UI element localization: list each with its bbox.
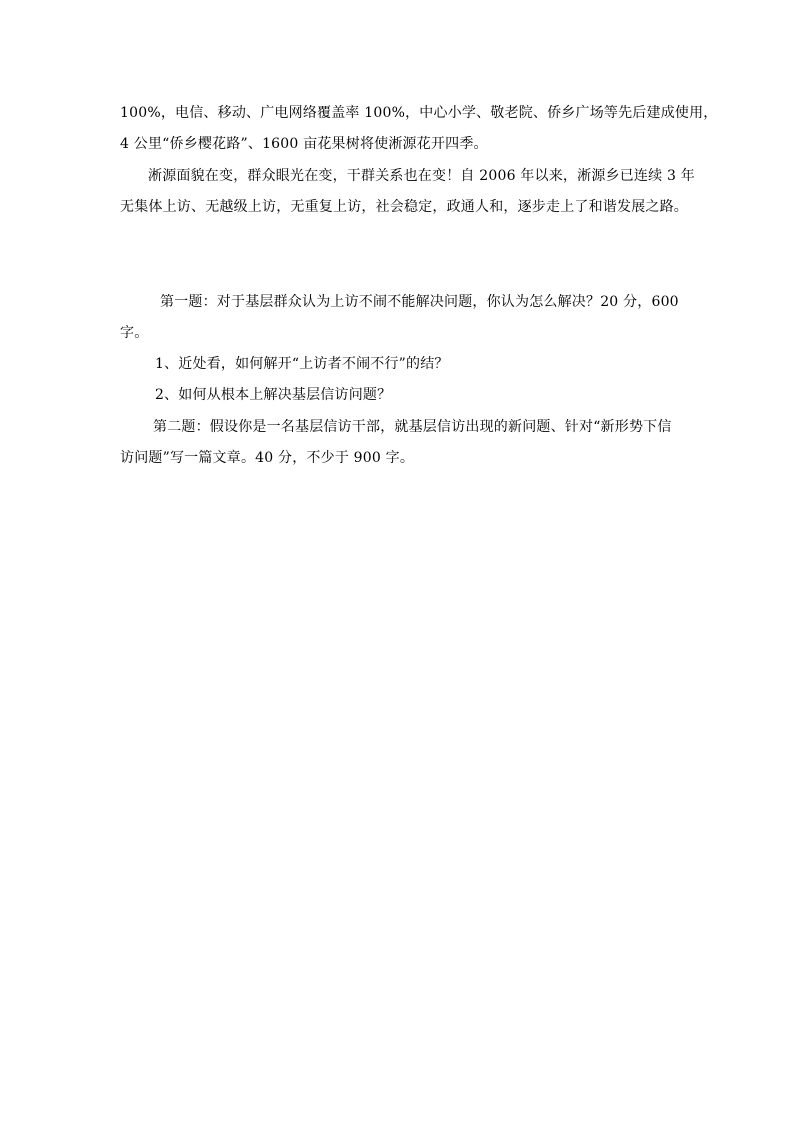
paragraph-line-3: 淅源面貌在变，群众眼光在变，干群关系也在变！自 2006 年以来，淅源乡已连续 3 年 xyxy=(148,168,695,184)
paragraph-line-2: 4 公里“侨乡樱花路”、1600 亩花果树将使淅源花开四季。 xyxy=(120,136,488,152)
question-two-line-1: 第二题：假设你是一名基层信访干部，就基层信访出现的新问题、针对“新形势下信 xyxy=(153,419,672,435)
question-two-line-2: 访问题”写一篇文章。40 分，不少于 900 字。 xyxy=(120,450,415,466)
paragraph-line-4: 无集体上访、无越级上访，无重复上访，社会稳定，政通人和，逐步走上了和谐发展之路。 xyxy=(120,199,688,215)
question-one-line-1: 第一题：对于基层群众认为上访不闹不能解决问题，你认为怎么解决？20 分，600 xyxy=(160,294,679,310)
question-one-line-2: 字。 xyxy=(120,325,149,341)
sub-question-1: 1、近处看，如何解开“上访者不闹不行”的结？ xyxy=(155,356,449,372)
paragraph-line-1: 100%，电信、移动、广电网络覆盖率 100%，中心小学、敬老院、侨乡广场等先后建成使用， xyxy=(120,105,718,121)
sub-question-2: 2、如何从根本上解决基层信访问题？ xyxy=(155,387,392,403)
